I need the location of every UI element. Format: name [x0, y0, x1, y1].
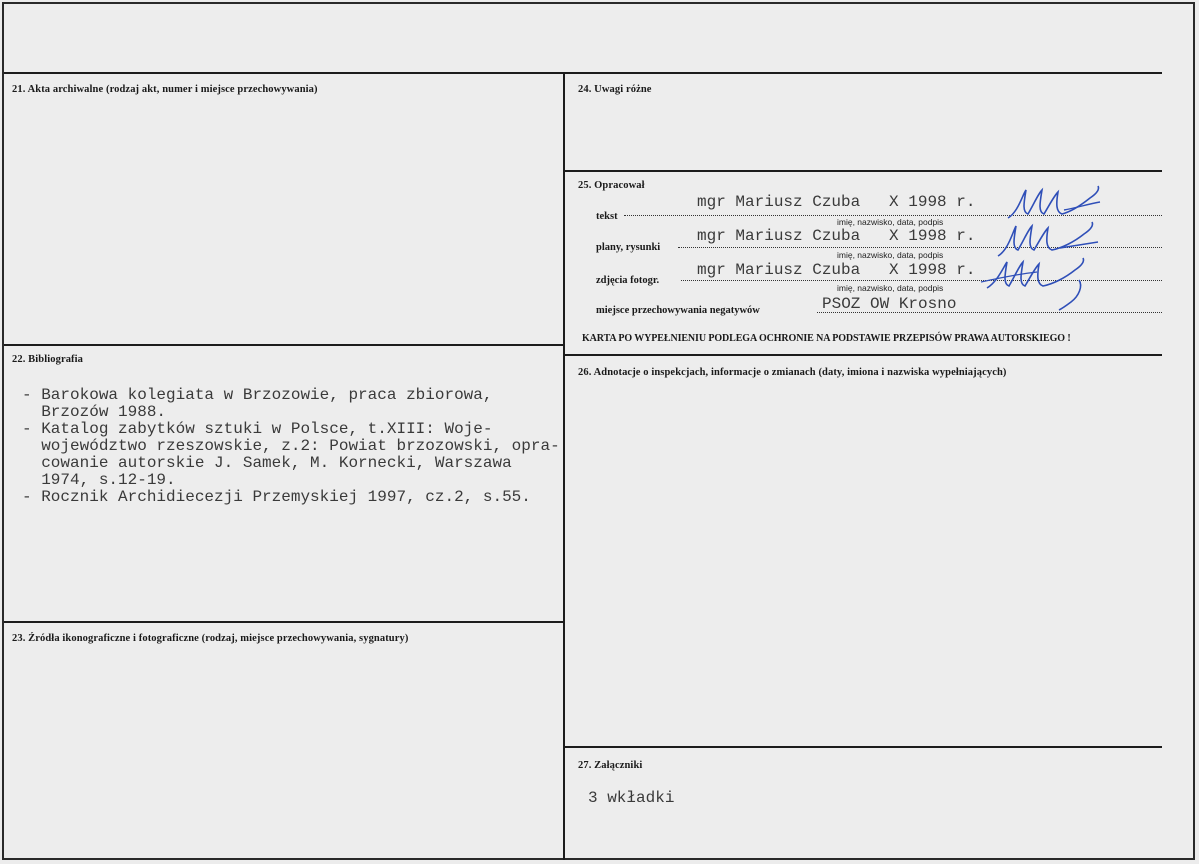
copyright-notice: KARTA PO WYPEŁNIENIU PODLEGA OCHRONIE NA PODSTAWIE PRZEPISÓW PRAWA AUTORSKIEGO ! [582, 333, 1071, 344]
row-tekst-caption: imię, nazwisko, data, podpis [837, 217, 944, 227]
rule-26-27 [564, 746, 1162, 748]
row-zdjecia-label: zdjęcia fotogr. [596, 275, 660, 286]
row-tekst-label: tekst [596, 211, 618, 222]
field-22-label: 22. Bibliografia [12, 354, 84, 365]
bibliography-line: - Katalog zabytków sztuki w Polsce, t.XIII: Woje- [22, 420, 493, 438]
field-27-label: 27. Załączniki [578, 760, 643, 771]
bibliography-line: Brzozów 1988. [22, 403, 167, 421]
row-tekst-value: mgr Mariusz Czuba X 1998 r. [697, 193, 976, 211]
field-21-label: 21. Akta archiwalne (rodzaj akt, numer i miejsce przechowywania) [12, 84, 318, 95]
row-zdjecia-caption: imię, nazwisko, data, podpis [837, 283, 944, 293]
rule-25-26 [564, 354, 1162, 356]
row-plany-value: mgr Mariusz Czuba X 1998 r. [697, 227, 976, 245]
bibliography-line: województwo rzeszowskie, z.2: Powiat brzozowski, opra- [22, 437, 560, 455]
column-divider [563, 72, 565, 860]
bibliography-line: - Barokowa kolegiata w Brzozowie, praca zbiorowa, [22, 386, 493, 404]
bibliography-line: 1974, s.12-19. [22, 471, 176, 489]
negatives-label: miejsce przechowywania negatywów [596, 305, 760, 316]
row-zdjecia-value: mgr Mariusz Czuba X 1998 r. [697, 261, 976, 279]
record-card [2, 2, 1195, 860]
field-23-label: 23. Źródła ikonograficzne i fotograficzne (rodzaj, miejsce przechowywania, sygnatury) [12, 633, 409, 644]
rule-22-23 [4, 621, 564, 623]
row-plany-label: plany, rysunki [596, 242, 661, 253]
signature-3 [979, 252, 1109, 312]
field-25-label: 25. Opracował [578, 180, 645, 191]
bibliography-line: - Rocznik Archidiecezji Przemyskiej 1997, cz.2, s.55. [22, 488, 531, 506]
rule-21-22 [4, 344, 564, 346]
negatives-value: PSOZ OW Krosno [822, 295, 957, 313]
attachments-value: 3 wkładki [588, 789, 675, 807]
top-rule [4, 72, 1162, 74]
bibliography-line: cowanie autorskie J. Samek, M. Kornecki, Warszawa [22, 454, 512, 472]
bibliography-list [22, 387, 560, 506]
field-24-label: 24. Uwagi różne [578, 84, 652, 95]
row-plany-caption: imię, nazwisko, data, podpis [837, 250, 944, 260]
field-26-label: 26. Adnotacje o inspekcjach, informacje o zmianach (daty, imiona i nazwiska wypełniających) [578, 367, 1007, 378]
rule-24-25 [564, 170, 1162, 172]
